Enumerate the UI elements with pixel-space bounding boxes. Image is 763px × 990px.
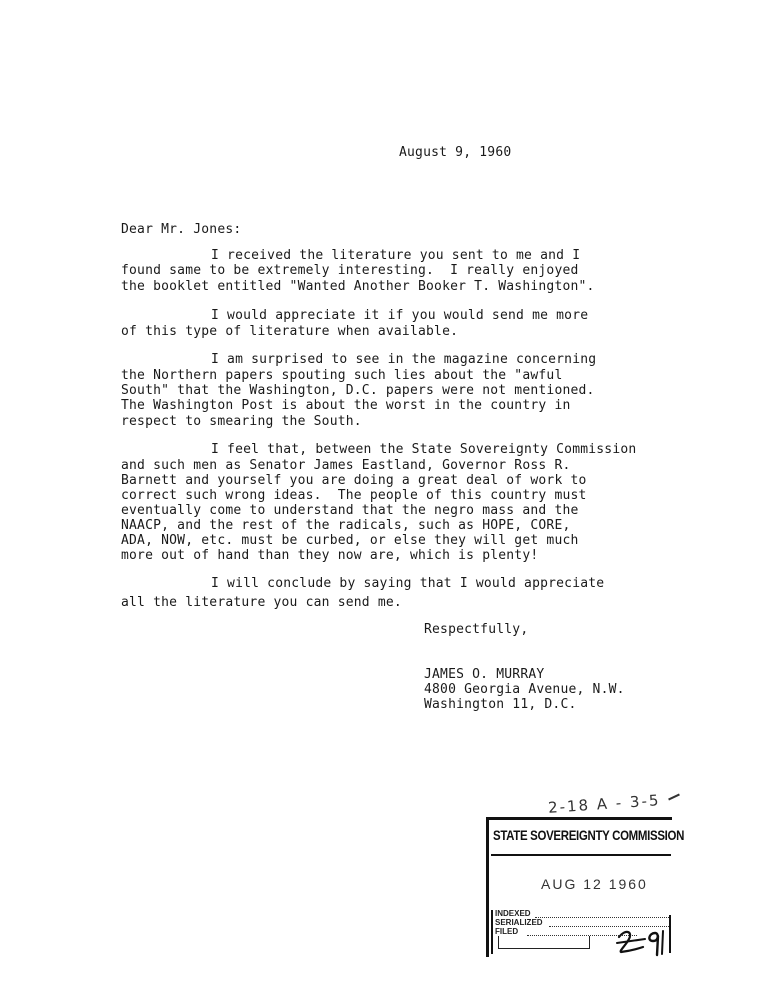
handwritten-initials-icon <box>615 927 669 957</box>
signature-address-line-1: 4800 Georgia Avenue, N.W. <box>424 682 625 697</box>
letter-date: August 9, 1960 <box>399 145 512 160</box>
paragraph-3-line-3: South" that the Washington, D.C. papers were not mentioned. <box>121 383 595 398</box>
stamp-field-serialized: SERIALIZED <box>495 918 543 927</box>
stamp-left-bar <box>491 910 493 954</box>
paragraph-1-line-2: found same to be extremely interesting. I really enjoyed <box>121 263 579 278</box>
closing: Respectfully, <box>424 622 529 637</box>
received-stamp <box>486 817 685 957</box>
paragraph-5-line-1: I will conclude by saying that I would appreciate <box>211 576 605 591</box>
paragraph-5-line-2: all the literature you can send me. <box>121 595 402 610</box>
paragraph-4-line-3: Barnett and yourself you are doing a great deal of work to <box>121 473 587 488</box>
paragraph-4-line-2: and such men as Senator James Eastland, Governor Ross R. <box>121 458 571 473</box>
stamp-right-bar <box>669 915 671 953</box>
paragraph-4-line-1: I feel that, between the State Sovereignty Commission <box>211 442 637 457</box>
stamp-box <box>498 936 590 949</box>
paragraph-3-line-2: the Northern papers spouting such lies about the "awful <box>121 368 563 383</box>
paragraph-3-line-5: respect to smearing the South. <box>121 414 362 429</box>
signature-address-line-2: Washington 11, D.C. <box>424 697 577 712</box>
paragraph-1-line-1: I received the literature you sent to me and I <box>211 248 581 263</box>
stamp-field-filed: FILED <box>495 927 519 936</box>
paragraph-2-line-2: of this type of literature when available. <box>121 324 459 339</box>
paragraph-1-line-3: the booklet entitled "Wanted Another Booker T. Washington". <box>121 279 595 294</box>
paragraph-4-line-5: eventually come to understand that the negro mass and the <box>121 503 579 518</box>
paragraph-4-line-6: NAACP, and the rest of the radicals, such as HOPE, CORE, <box>121 518 571 533</box>
stamp-title: STATE SOVEREIGNTY COMMISSION <box>493 827 685 843</box>
stamp-pen-mark <box>668 794 680 801</box>
stamp-field-indexed: INDEXED <box>495 909 531 918</box>
paragraph-3-line-4: The Washington Post is about the worst in the country in <box>121 398 571 413</box>
stamp-title-rule <box>491 854 671 856</box>
stamp-received-date: AUG 12 1960 <box>541 876 648 892</box>
stamp-indexed-line <box>535 917 669 918</box>
paragraph-4-line-7: ADA, NOW, etc. must be curbed, or else they will get much <box>121 533 579 548</box>
paragraph-2-line-1: I would appreciate it if you would send me more <box>211 308 589 323</box>
salutation: Dear Mr. Jones: <box>121 222 242 237</box>
paragraph-4-line-4: correct such wrong ideas. The people of this country must <box>121 488 587 503</box>
stamp-handwritten-note: 2-18 A - 3-5 <box>547 791 662 817</box>
paragraph-4-line-8: more out of hand than they now are, which is plenty! <box>121 548 539 563</box>
paragraph-3-line-1: I am surprised to see in the magazine concerning <box>211 352 597 367</box>
signature-name: JAMES O. MURRAY <box>424 667 545 682</box>
